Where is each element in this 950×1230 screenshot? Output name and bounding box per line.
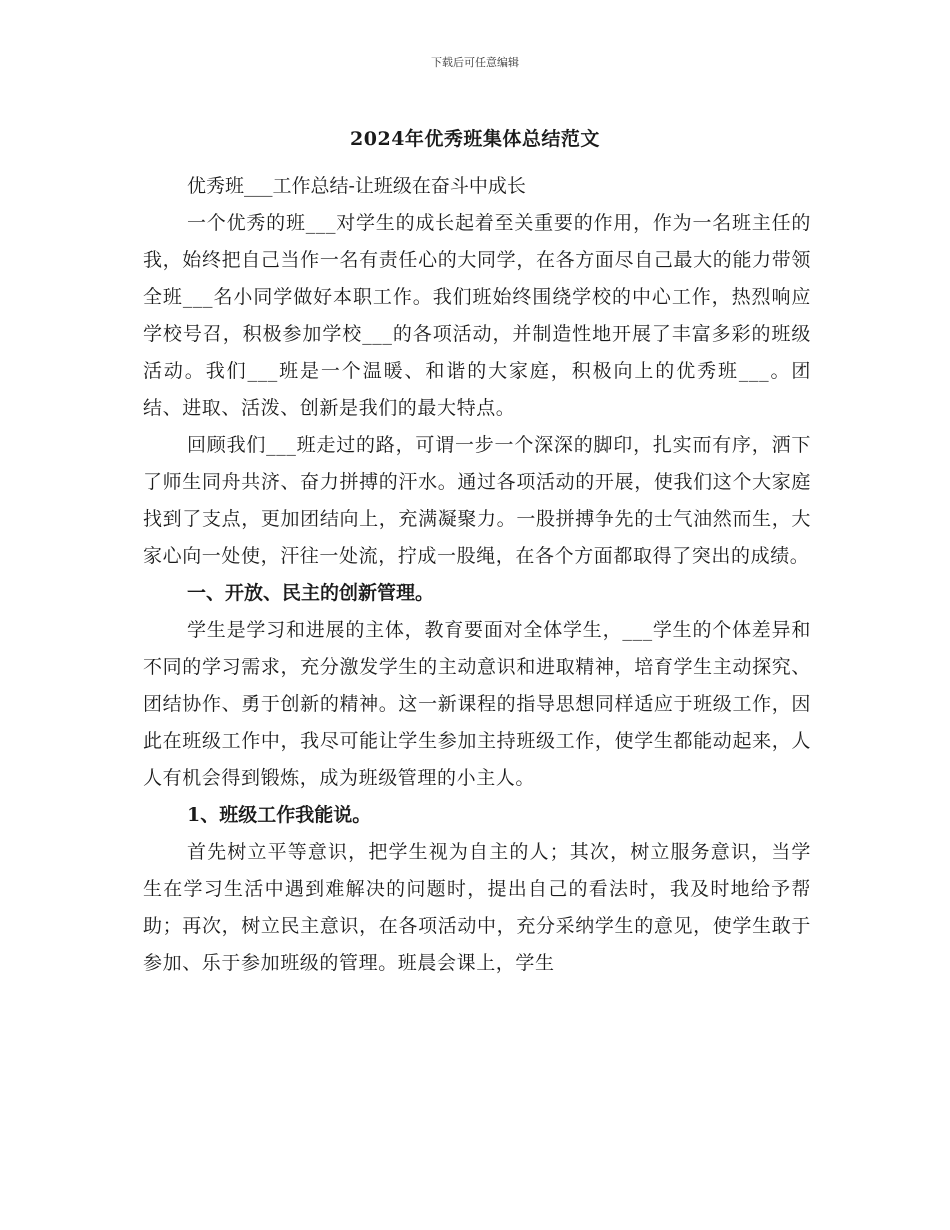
- page-header-note: 下载后可任意编辑: [431, 56, 519, 69]
- subsection-heading: 1、班级工作我能说。: [187, 804, 372, 826]
- subsection-paragraph: 首先树立平等意识，把学生视为自主的人；其次，树立服务意识，当学生在学习生活中遇到难解决的问题时，提出自己的看法时，我及时地给予帮助；再次，树立民主意识，在各项活动中，充分采纳学生的意见，使学生敢于参加、乐于参加班级的管理。班晨会课上，学生: [143, 841, 811, 974]
- review-paragraph: 回顾我们___班走过的路，可谓一步一个深深的脚印，扎实而有序，洒下了师生同舟共济、奋力拼搏的汗水。通过各项活动的开展，使我们这个大家庭找到了支点，更加团结向上，充满凝聚力。一股拼搏争先的士气油然而生，大家心向一处使，汗往一处流，拧成一股绳，在各个方面都取得了突出的成绩。: [143, 434, 811, 567]
- document-title: 2024年优秀班集体总结范文: [350, 128, 600, 150]
- section-paragraph: 学生是学习和进展的主体，教育要面对全体学生，___学生的个体差异和不同的学习需求，充分激发学生的主动意识和进取精神，培育学生主动探究、团结协作、勇于创新的精神。这一新课程的指导思想同样适应于班级工作，因此在班级工作中，我尽可能让学生参加主持班级工作，使学生都能动起来，人人有机会得到锻炼，成为班级管理的小主人。: [143, 619, 811, 789]
- section-heading: 一、开放、民主的创新管理。: [187, 582, 435, 604]
- document-subtitle: 优秀班___工作总结-让班级在奋斗中成长: [187, 175, 526, 197]
- intro-paragraph: 一个优秀的班___对学生的成长起着至关重要的作用，作为一名班主任的我，始终把自己当作一名有责任心的大同学，在各方面尽自己最大的能力带领全班___名小同学做好本职工作。我们班始终围绕学校的中心工作，热烈响应学校号召，积极参加学校___的各项活动，并制造性地开展了丰富多彩的班级活动。我们___班是一个温暖、和谐的大家庭，积极向上的优秀班___。团结、进取、活泼、创新是我们的最大特点。: [143, 212, 811, 419]
- document-body: [143, 168, 811, 982]
